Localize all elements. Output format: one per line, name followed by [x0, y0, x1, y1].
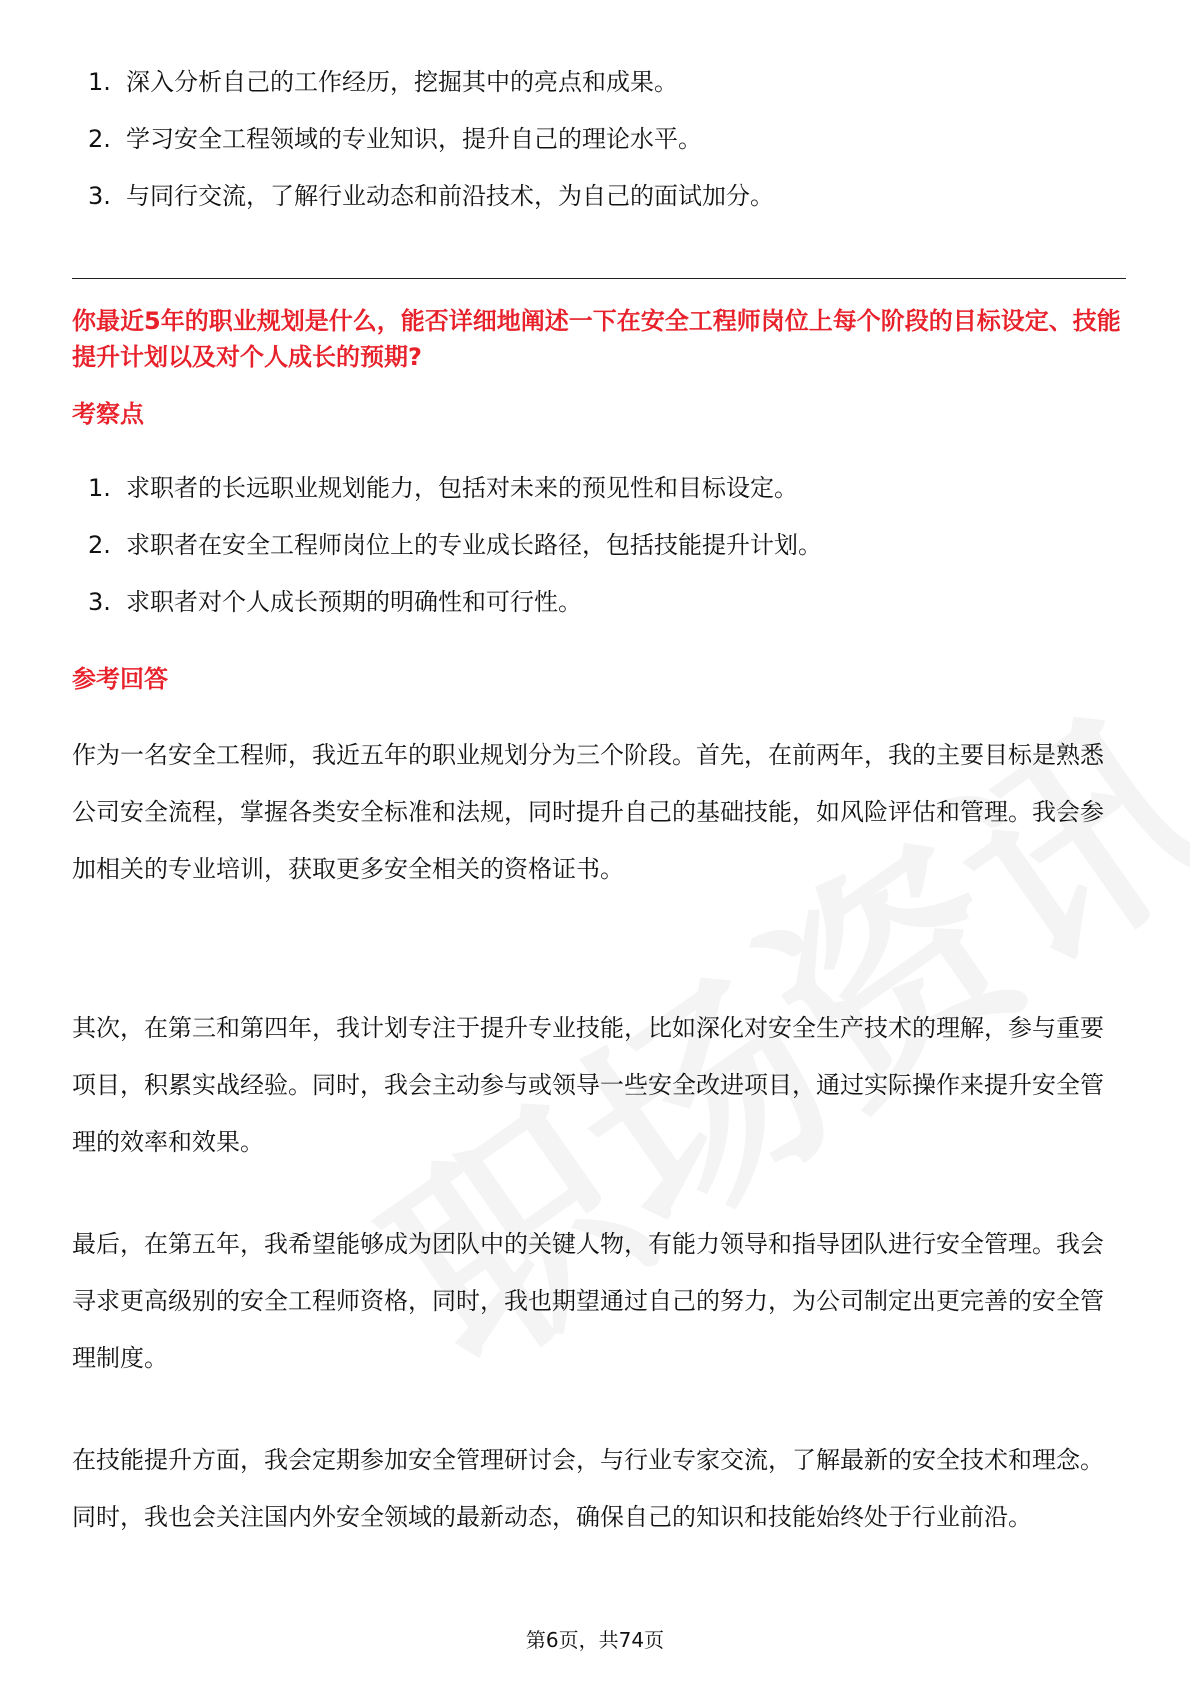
list-item	[72, 180, 774, 212]
list-text: 深入分析自己的工作经历，挖掘其中的亮点和成果。	[126, 68, 678, 96]
intro-list	[72, 66, 774, 237]
list-number: 2.	[88, 531, 111, 559]
list-item	[72, 586, 822, 618]
list-number: 1.	[88, 474, 111, 502]
points-heading: 考察点	[72, 400, 144, 428]
answer-heading: 参考回答	[72, 665, 168, 693]
list-item	[72, 472, 822, 504]
answer-paragraph: 在技能提升方面，我会定期参加安全管理研讨会，与行业专家交流，了解最新的安全技术和理念。同时，我也会关注国内外安全领域的最新动态，确保自己的知识和技能始终处于行业前沿。	[72, 1446, 1104, 1531]
list-number: 3.	[88, 588, 111, 616]
list-number: 3.	[88, 182, 111, 210]
list-text: 求职者在安全工程师岗位上的专业成长路径，包括技能提升计划。	[126, 531, 822, 559]
list-number: 2.	[88, 125, 111, 153]
page-number: 第6页，共74页	[525, 1628, 665, 1652]
list-item	[72, 66, 774, 98]
section-divider	[72, 278, 1126, 279]
list-item	[72, 529, 822, 561]
list-text: 与同行交流，了解行业动态和前沿技术，为自己的面试加分。	[126, 182, 774, 210]
list-number: 1.	[88, 68, 111, 96]
answer-paragraph: 其次，在第三和第四年，我计划专注于提升专业技能，比如深化对安全生产技术的理解，参与重要项目，积累实战经验。同时，我会主动参与或领导一些安全改进项目，通过实际操作来提升安全管理的效率和效果。	[72, 1014, 1104, 1156]
points-list	[72, 472, 822, 643]
list-item	[72, 123, 774, 155]
list-text: 求职者对个人成长预期的明确性和可行性。	[126, 588, 582, 616]
answer-paragraph: 最后，在第五年，我希望能够成为团队中的关键人物，有能力领导和指导团队进行安全管理。我会寻求更高级别的安全工程师资格，同时，我也期望通过自己的努力，为公司制定出更完善的安全管理制度。	[72, 1230, 1104, 1372]
interview-question: 你最近5年的职业规划是什么，能否详细地阐述一下在安全工程师岗位上每个阶段的目标设定、技能提升计划以及对个人成长的预期?	[72, 307, 1121, 371]
list-text: 求职者的长远职业规划能力，包括对未来的预见性和目标设定。	[126, 474, 798, 502]
list-text: 学习安全工程领域的专业知识，提升自己的理论水平。	[126, 125, 702, 153]
answer-paragraph: 作为一名安全工程师，我近五年的职业规划分为三个阶段。首先，在前两年，我的主要目标是熟悉公司安全流程，掌握各类安全标准和法规，同时提升自己的基础技能，如风险评估和管理。我会参加相关的专业培训，获取更多安全相关的资格证书。	[72, 741, 1104, 883]
